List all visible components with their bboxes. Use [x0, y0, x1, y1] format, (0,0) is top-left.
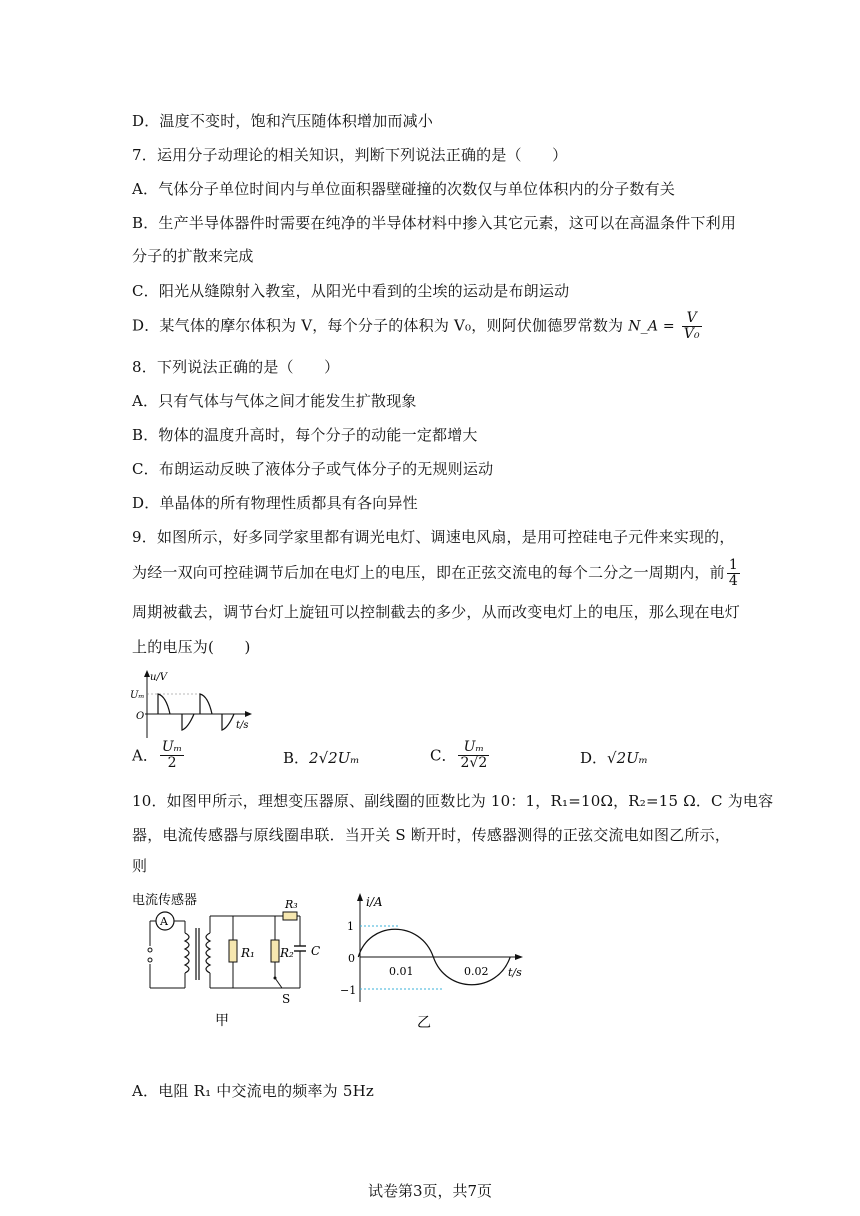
q10-graph-yzero: 0 [348, 952, 355, 965]
q10-graph-ylabel: i/A [366, 895, 383, 909]
q10-line2: 器，电流传感器与原线圈串联．当开关 S 断开时，传感器测得的正弦交流电如图乙所示， [132, 826, 731, 844]
q8-option-d: D．单晶体的所有物理性质都具有各向异性 [132, 494, 418, 512]
q8-option-b: B．物体的温度升高时，每个分子的动能一定都增大 [132, 426, 478, 444]
q10-graph-ybottom: −1 [340, 984, 357, 997]
q9-graph-um-label: Uₘ [130, 690, 145, 701]
q9-graph-origin: O [136, 711, 145, 722]
circuit-caption: 甲 [215, 1013, 229, 1029]
switch-label: S [282, 992, 291, 1006]
q10-graph-xlabel: t/s [508, 966, 522, 979]
q9-line2: 为经一双向可控硅调节后加在电灯上的电压，即在正弦交流电的每个二分之一周期内，前 $\frac{1}{4}$ [132, 557, 738, 589]
q7-option-b-line1: B．生产半导体器件时需要在纯净的半导体材料中掺入其它元素，这可以在高温条件下利用 [132, 214, 737, 232]
q10-option-a: A．电阻 R₁ 中交流电的频率为 5Hz [132, 1082, 374, 1100]
avogadro-fraction: $\frac{V}{\text{V₀}}$ [683, 310, 700, 342]
q7-option-c: C．阳光从缝隙射入教室，从阳光中看到的尘埃的运动是布朗运动 [132, 282, 570, 300]
q9-option-d: D．√2Uₘ [580, 749, 648, 767]
q9-line3: 周期被截去，调节台灯上旋钮可以控制截去的多少，从而改变电灯上的电压，那么现在电灯 [132, 603, 741, 621]
ammeter-symbol: A [160, 915, 168, 928]
graph-caption: 乙 [417, 1015, 431, 1031]
q7-option-d [132, 311, 704, 342]
q8-option-c: C．布朗运动反映了液体分子或气体分子的无规则运动 [132, 460, 494, 478]
q10-current-graph [340, 890, 530, 1040]
circuit-sensor-label: 电流传感器 [132, 893, 198, 908]
q10-line3: 则 [132, 857, 148, 875]
q10-circuit-diagram [130, 888, 340, 1038]
q9-option-c: C． $\frac{\text{Uₘ}}{2√2}$ [430, 739, 488, 771]
q7-option-d-text: D．某气体的摩尔体积为 V，每个分子的体积为 V₀，则阿伏伽德罗常数为 [132, 316, 624, 335]
q10-line1: 10．如图甲所示，理想变压器原、副线圈的匝数比为 10：1，R₁=10Ω，R₂=15 Ω．C 为电容 [132, 792, 774, 810]
q8-option-a: A．只有气体与气体之间才能发生扩散现象 [132, 392, 417, 410]
q6-option-d: D．温度不变时，饱和汽压随体积增加而减小 [132, 112, 434, 130]
q9-voltage-graph [130, 668, 255, 740]
q8-stem: 8．下列说法正确的是（ ） [132, 358, 340, 376]
r1-label: R₁ [241, 946, 255, 960]
page-footer: 试卷第3页，共7页 [367, 1182, 493, 1200]
q7-option-a: A．气体分子单位时间内与单位面积器壁碰撞的次数仅与单位体积内的分子数有关 [132, 180, 676, 198]
q9-option-b: B．2√2Uₘ [283, 749, 360, 767]
q9-graph-ylabel: u/V [150, 672, 168, 683]
r3-label: R₃ [285, 898, 298, 911]
q10-graph-ytop: 1 [347, 920, 354, 933]
q7-stem: 7．运用分子动理论的相关知识，判断下列说法正确的是（ ） [132, 146, 568, 164]
avogadro-lhs: N_A = [628, 318, 675, 335]
capacitor-label: C [311, 944, 321, 958]
q9-line1: 9．如图所示，好多同学家里都有调光电灯、调速电风扇，是用可控硅电子元件来实现的， [132, 528, 735, 546]
q10-graph-x1: 0.01 [389, 965, 414, 978]
q9-line4: 上的电压为( ) [132, 638, 251, 656]
q10-graph-x2: 0.02 [464, 965, 489, 978]
q9-option-a: A． $\frac{\text{Uₘ}}{2}$ [132, 739, 183, 771]
quarter-fraction: $\frac{1}{4}$ [728, 557, 738, 589]
q9-graph-xlabel: t/s [236, 720, 249, 731]
r2-label: R₂ [280, 946, 294, 960]
q7-option-b-line2: 分子的扩散来完成 [132, 247, 254, 265]
